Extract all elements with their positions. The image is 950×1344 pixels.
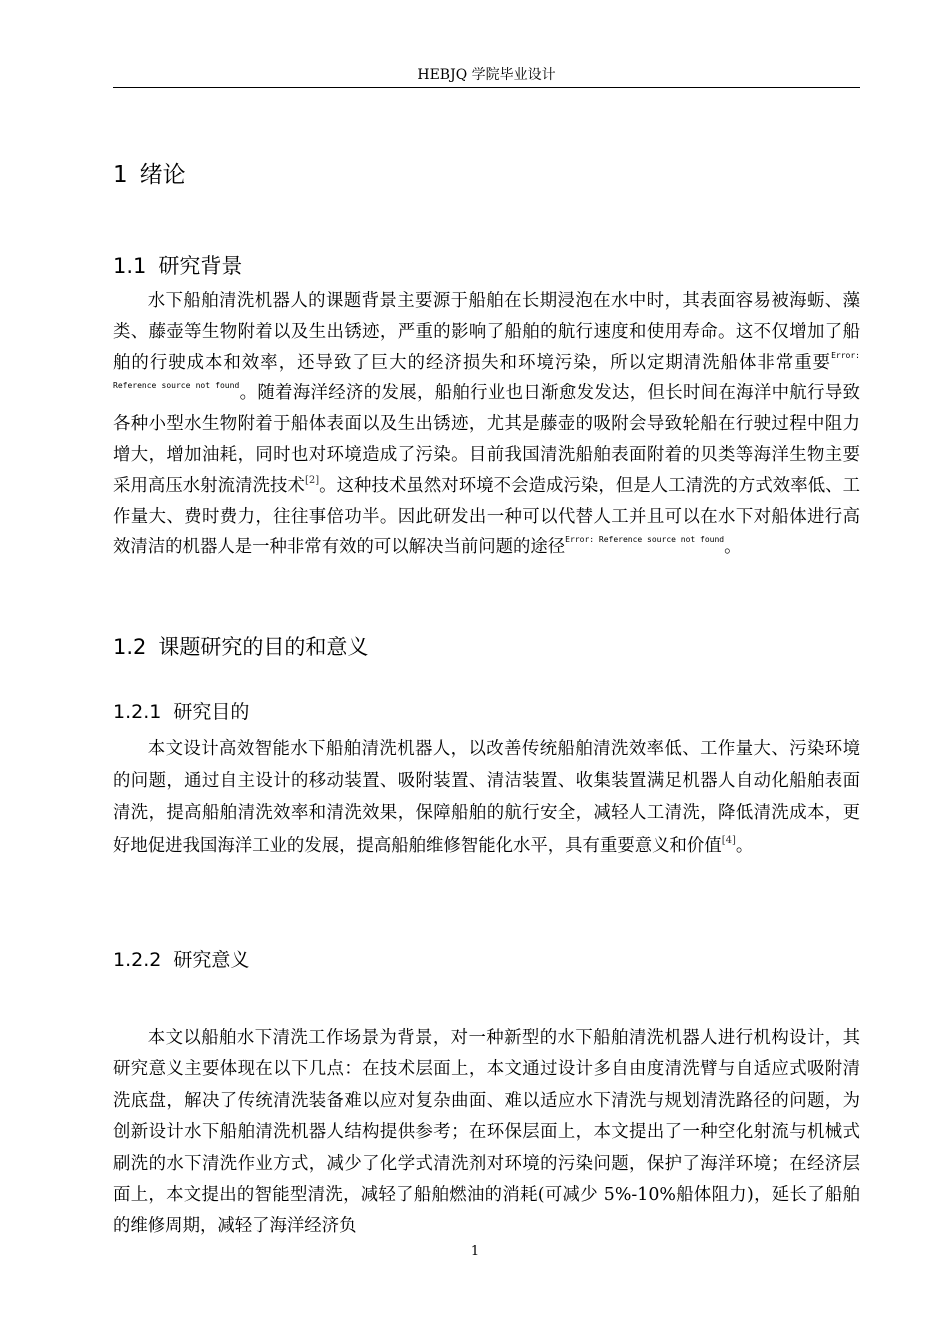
reference-error: Error: Reference source not found: [565, 535, 725, 545]
header-rule: [113, 87, 860, 88]
subsection-title-text: 研究目的: [173, 701, 250, 723]
section-title-text: 课题研究的目的和意义: [158, 635, 369, 659]
paragraph-text: 。随着海洋经济的发展，船舶行业也日渐愈发发达，但长时间在海洋中航行导致各种小型水生物附着于船体表面以及生出锈迹，尤其是藤壶的吸附会导致轮船在行驶过程中阻力增大，增加油耗，同时也对环境造成了污染。目前我国清洗船舶表面附着的贝类等海洋生物主要采用高压水射流清洗技术: [113, 383, 860, 496]
paragraph-text: 。: [724, 537, 742, 558]
citation-superscript: [2]: [304, 474, 320, 486]
chapter-title: [113, 160, 186, 190]
subsection-title-1-2-2: [113, 947, 249, 973]
reference-error: Error: Reference source not found: [113, 350, 860, 391]
section-number: 1.1: [113, 254, 147, 278]
section-number: 1.2: [113, 635, 147, 659]
paragraph-research-significance: [113, 1023, 860, 1243]
paragraph-research-purpose: [113, 733, 860, 862]
section-title-text: 研究背景: [158, 254, 243, 278]
subsection-number: 1.2.1: [113, 701, 162, 723]
paragraph-text: 。: [735, 835, 754, 856]
subsection-title-text: 研究意义: [173, 949, 250, 971]
paragraph-text: 水下船舶清洗机器人的课题背景主要源于船舶在长期浸泡在水中时，其表面容易被海蛎、藻类、藤壶等生物附着以及生出锈迹，严重的影响了船舶的航行速度和使用寿命。这不仅增加了船舶的行驶成本和效率，还导致了巨大的经济损失和环境污染，所以定期清洗船体非常重要: [113, 291, 860, 373]
chapter-title-text: 绪论: [139, 162, 186, 188]
paragraph-text: 。这种技术虽然对环境不会造成污染，但是人工清洗的方式效率低、工作量大、费时费力，往往事倍功半。因此研发出一种可以代替人工并且可以在水下对船体进行高效清洁的机器人是一种非常有效的可以解决当前问题的途径: [113, 475, 860, 558]
paragraph-research-background: [113, 286, 860, 563]
chapter-number: 1: [113, 162, 128, 188]
section-title-1-1: [113, 252, 242, 280]
page-number: 1: [470, 1244, 480, 1259]
paragraph-text: 本文以船舶水下清洗工作场景为背景，对一种新型的水下船舶清洗机器人进行机构设计，其研究意义主要体现在以下几点：在技术层面上，本文通过设计多自由度清洗臂与自适应式吸附清洗底盘，解决了传统清洗装备难以应对复杂曲面、难以适应水下清洗与规划清洗路径的问题，为创新设计水下船舶清洗机器人结构提供参考；在环保层面上，本文提出了一种空化射流与机械式刷洗的水下清洗作业方式，减少了化学式清洗剂对环境的污染问题，保护了海洋环境；在经济层面上，本文提出的智能型清洗，减轻了船舶燃油的消耗(可减少 5%-10%船体阻力)，延长了船舶的维修周期，减轻了海洋经济负: [113, 1028, 860, 1237]
page-header: HEBJQ 学院毕业设计: [417, 67, 556, 83]
subsection-number: 1.2.2: [113, 949, 162, 971]
subsection-title-1-2-1: [113, 699, 249, 725]
paragraph-text: 本文设计高效智能水下船舶清洗机器人，以改善传统船舶清洗效率低、工作量大、污染环境的问题，通过自主设计的移动装置、吸附装置、清洁装置、收集装置满足机器人自动化船舶表面清洗，提高船舶清洗效率和清洗效果，保障船舶的航行安全，减轻人工清洗，降低清洗成本，更好地促进我国海洋工业的发展，提高船舶维修智能化水平，具有重要意义和价值: [113, 739, 860, 856]
section-title-1-2: [113, 633, 368, 661]
citation-superscript: [4]: [721, 834, 736, 846]
